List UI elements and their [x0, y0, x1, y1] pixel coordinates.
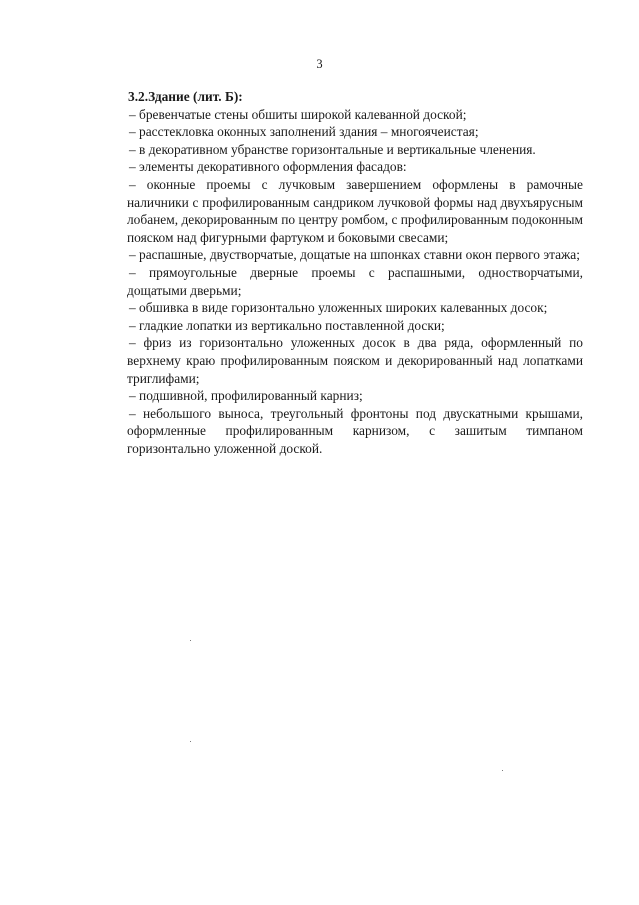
sub-list-item: – распашные, двустворчатые, дощатые на шпонках ставни окон первого этажа;	[129, 247, 580, 263]
list-item: – расстекловка оконных заполнений здания – многоячеистая;	[129, 124, 479, 140]
scan-speck	[190, 640, 191, 641]
sub-list-item: – небольшого выноса, треугольный фронтоны под двускатными крышами, оформленные профилированным карнизом, с зашитым тимпаном горизонтально уложенной доской.	[127, 405, 583, 456]
sub-list-item: – подшивной, профилированный карниз;	[129, 388, 363, 404]
list-item: – элементы декоративного оформления фасадов:	[129, 159, 407, 175]
section-body	[127, 88, 583, 457]
list-item: – в декоративном убранстве горизонтальные и вертикальные членения.	[129, 141, 536, 157]
section-heading: 3.2.Здание (лит. Б):	[128, 89, 243, 104]
sub-list-item: – гладкие лопатки из вертикально поставленной доски;	[129, 317, 445, 333]
scan-speck	[502, 770, 503, 771]
sub-list-item: – прямоугольные дверные проемы с распашными, одностворчатыми, дощатыми дверьми;	[127, 264, 583, 298]
sub-list-item: – оконные проемы с лучковым завершением оформлены в рамочные наличники с профилированным сандриком лучковой формы над двухъярусным лобанем, декорированным по центру ромбом, с профилированным подоконным пояском над фигурными фартуком и боковыми свесами;	[127, 176, 583, 245]
scan-speck	[190, 741, 191, 742]
sub-list-item: – обшивка в виде горизонтально уложенных широких калеванных досок;	[129, 300, 548, 316]
page-number: 3	[316, 57, 323, 71]
sub-list-item: – фриз из горизонтально уложенных досок в два ряда, оформленный по верхнему краю профилированным пояском и декорированный над лопатками триглифами;	[127, 335, 583, 386]
list-item: – бревенчатые стены обшиты широкой калеванной доской;	[129, 106, 467, 122]
